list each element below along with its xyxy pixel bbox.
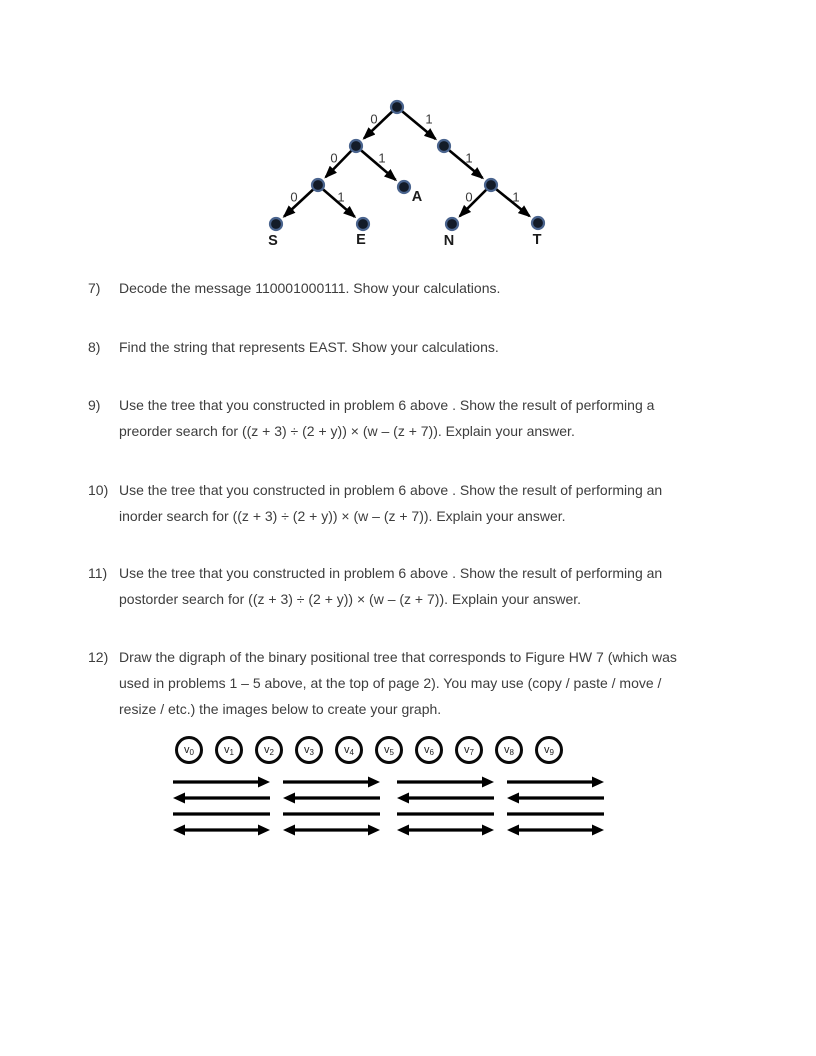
problem-11 (88, 560, 748, 612)
arrow-group (397, 776, 494, 838)
arrow-bank (173, 776, 604, 840)
arrow-group (507, 776, 604, 838)
vertex-label: v (224, 743, 230, 756)
left-arrow (507, 793, 604, 804)
problem-text-line: Use the tree that you constructed in problem 6 above . Show the result of performing an (119, 565, 663, 581)
right-arrow (283, 777, 380, 788)
tree-edge-label: 1 (512, 189, 520, 205)
left-arrow (173, 793, 270, 804)
problem-text-line: Use the tree that you constructed in problem 6 above . Show the result of performing an (119, 482, 663, 498)
problem-text-line: Use the tree that you constructed in problem 6 above . Show the result of performing a (119, 397, 655, 413)
problem-text-line: used in problems 1 – 5 above, at the top of page 2). You may use (copy / paste / move / (119, 675, 662, 691)
tree-edge-label: 0 (290, 189, 298, 205)
double-arrow (173, 825, 270, 836)
double-arrow (507, 825, 604, 836)
tree-node (398, 181, 410, 193)
vertex-label-subscript: 5 (389, 748, 394, 757)
right-arrow (397, 777, 494, 788)
tree-edge-label: 0 (465, 189, 473, 205)
tree-node (357, 218, 369, 230)
vertex-circle (455, 736, 483, 764)
vertex-circle (375, 736, 403, 764)
vertex-circle (175, 736, 203, 764)
tree-node (438, 140, 450, 152)
problem-text-line: Draw the digraph of the binary positional tree that corresponds to Figure HW 7 (which was (119, 649, 677, 665)
arrow-group (283, 776, 380, 838)
vertex-circle (335, 736, 363, 764)
vertex-circle (215, 736, 243, 764)
vertex-label-subscript: 4 (349, 748, 354, 757)
tree-leaf-letter: N (443, 233, 455, 249)
problem-9 (88, 392, 748, 444)
tree-edge-label: 0 (370, 111, 378, 127)
vertex-label: v (424, 743, 430, 756)
problem-8 (88, 334, 748, 360)
vertex-label: v (464, 743, 470, 756)
tree-edge-label: 1 (337, 189, 345, 205)
tree-leaf-letter: S (268, 233, 278, 249)
problem-7 (88, 275, 748, 301)
vertex-circle (255, 736, 283, 764)
tree-leaf-letter: A (411, 189, 423, 205)
vertex-label: v (184, 743, 190, 756)
vertex-label: v (544, 743, 550, 756)
vertex-label-subscript: 7 (469, 748, 474, 757)
vertex-label-subscript: 8 (509, 748, 514, 757)
tree-edge (444, 146, 483, 178)
double-arrow (397, 825, 494, 836)
tree-node (532, 217, 544, 229)
right-arrow (173, 777, 270, 788)
problem-text-line: Find the string that represents EAST. Show your calculations. (119, 339, 499, 355)
tree-edge (318, 185, 355, 217)
vertex-circle (415, 736, 443, 764)
double-arrow (283, 825, 380, 836)
vertex-label-subscript: 9 (549, 748, 554, 757)
tree-leaf-letter: T (532, 232, 542, 248)
problem-text-line: inorder search for ((z + 3) ÷ (2 + y)) × (w – (z + 7)). Explain your answer. (119, 508, 566, 524)
vertex-label-subscript: 3 (309, 748, 314, 757)
problem-text-line: preorder search for ((z + 3) ÷ (2 + y)) × (w – (z + 7)). Explain your answer. (119, 423, 575, 439)
binary-code-tree-figure (250, 90, 570, 260)
vertex-label-subscript: 2 (269, 748, 274, 757)
problem-number: 8) (88, 339, 101, 355)
problem-number: 11) (88, 565, 108, 581)
tree-edge-label: 0 (330, 150, 338, 166)
tree-edge-label: 1 (425, 111, 433, 127)
vertex-circle (535, 736, 563, 764)
problem-text-line: Decode the message 110001000111. Show your calculations. (119, 280, 501, 296)
tree-edge-label: 1 (465, 150, 473, 166)
problem-text-line: resize / etc.) the images below to create your graph. (119, 701, 442, 717)
tree-node (391, 101, 403, 113)
tree-node (270, 218, 282, 230)
problem-10 (88, 477, 748, 529)
left-arrow (283, 793, 380, 804)
right-arrow (507, 777, 604, 788)
tree-leaf-letter: E (356, 232, 366, 248)
vertex-label-subscript: 0 (189, 748, 194, 757)
vertex-label: v (384, 743, 390, 756)
vertex-bank (175, 736, 575, 764)
vertex-circle (295, 736, 323, 764)
tree-node (350, 140, 362, 152)
tree-edge-label: 1 (378, 150, 386, 166)
problem-number: 7) (88, 280, 101, 296)
tree-node (485, 179, 497, 191)
arrow-group (173, 776, 270, 838)
problem-number: 10) (88, 482, 109, 498)
problem-12 (88, 644, 748, 722)
vertex-label-subscript: 6 (429, 748, 434, 757)
tree-edge (356, 146, 396, 180)
vertex-label: v (504, 743, 510, 756)
tree-node (312, 179, 324, 191)
problem-text-line: postorder search for ((z + 3) ÷ (2 + y)) × (w – (z + 7)). Explain your answer. (119, 591, 582, 607)
vertex-label: v (304, 743, 310, 756)
tree-node (446, 218, 458, 230)
vertex-label: v (264, 743, 270, 756)
tree-edge (491, 185, 530, 216)
vertex-label: v (344, 743, 350, 756)
problem-number: 12) (88, 649, 109, 665)
vertex-circle (495, 736, 523, 764)
vertex-label-subscript: 1 (229, 748, 234, 757)
left-arrow (397, 793, 494, 804)
problem-number: 9) (88, 397, 101, 413)
